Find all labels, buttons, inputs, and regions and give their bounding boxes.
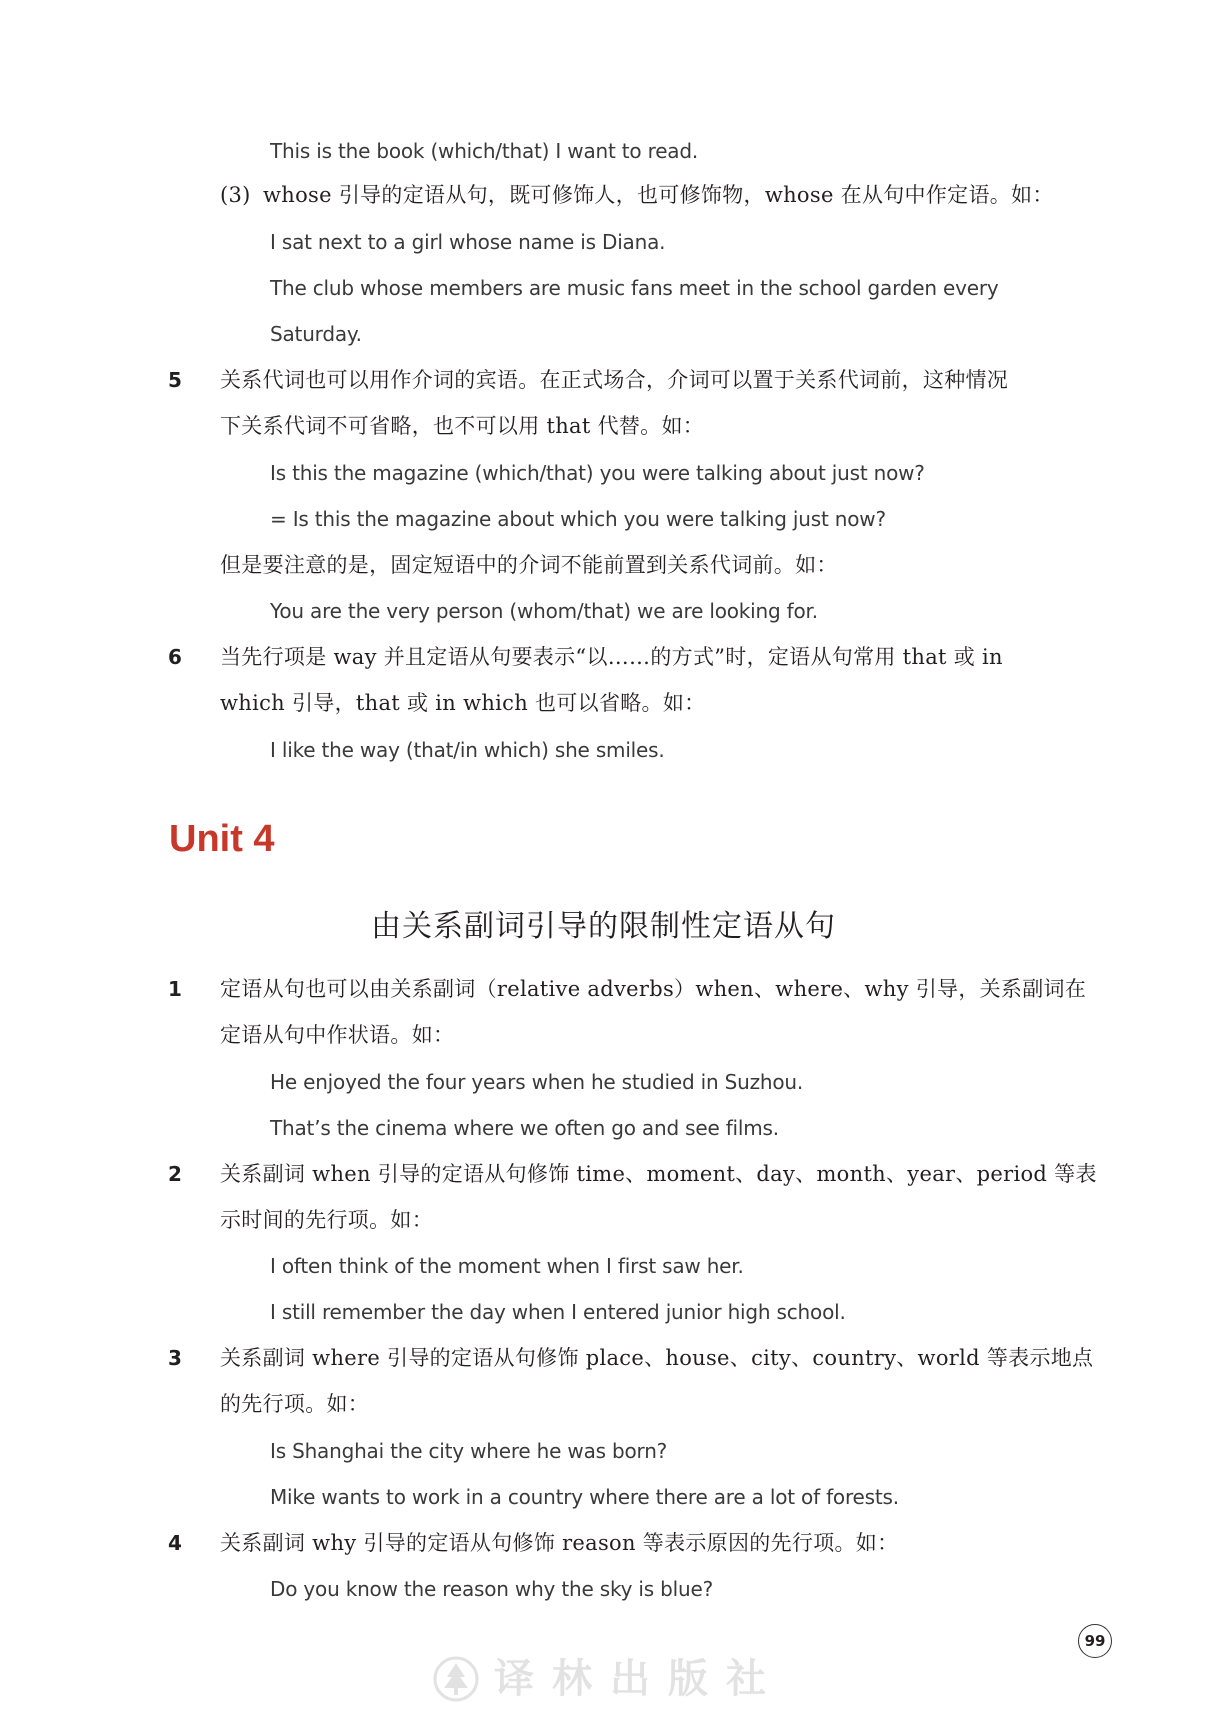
item-3-label: (3) xyxy=(220,183,251,207)
rule-6-text: which 引导，that 或 in which 也可以省略。如： xyxy=(220,691,706,715)
section-title: 由关系副词引导的限制性定语从句 xyxy=(371,909,836,944)
example-sentence: Do you know the reason why the sky is blue? xyxy=(270,1577,713,1601)
tree-logo-icon xyxy=(432,1655,480,1703)
rule-1-number: 1 xyxy=(168,977,182,1001)
example-sentence: The club whose members are music fans meet in the school garden every xyxy=(270,276,999,300)
example-sentence: You are the very person (whom/that) we are looking for. xyxy=(270,599,818,623)
example-sentence: I still remember the day when I entered junior high school. xyxy=(270,1300,846,1324)
example-sentence: I sat next to a girl whose name is Diana. xyxy=(270,230,666,254)
rule-4-number: 4 xyxy=(168,1531,182,1555)
example-sentence: He enjoyed the four years when he studied in Suzhou. xyxy=(270,1070,804,1094)
publisher-name: 译林出版社 xyxy=(494,1655,784,1702)
rule-2-number: 2 xyxy=(168,1162,182,1186)
example-sentence: I like the way (that/in which) she smiles. xyxy=(270,738,665,762)
unit-title: Unit 4 xyxy=(169,818,275,860)
example-sentence: That’s the cinema where we often go and see films. xyxy=(270,1116,779,1140)
rule-3-number: 3 xyxy=(168,1346,182,1370)
rule-3-text: 关系副词 where 引导的定语从句修饰 place、house、city、country、world 等表示地点 xyxy=(220,1346,1094,1370)
rule-6-text: 当先行项是 way 并且定语从句要表示“以……的方式”时，定语从句常用 that 或 in xyxy=(220,645,1003,669)
rule-5-number: 5 xyxy=(168,368,182,392)
page-number: 99 xyxy=(1078,1624,1112,1658)
publisher-watermark xyxy=(432,1652,784,1706)
example-sentence: This is the book (which/that) I want to read. xyxy=(270,139,699,163)
rule-4-text: 关系副词 why 引导的定语从句修饰 reason 等表示原因的先行项。如： xyxy=(220,1531,899,1555)
rule-2-text: 示时间的先行项。如： xyxy=(220,1208,433,1232)
rule-1-text: 定语从句也可以由关系副词（relative adverbs）when、where、why 引导，关系副词在 xyxy=(220,977,1087,1001)
rule-2-text: 关系副词 when 引导的定语从句修饰 time、moment、day、month、year、period 等表 xyxy=(220,1162,1097,1186)
rule-6-number: 6 xyxy=(168,645,182,669)
example-sentence-continuation: Saturday. xyxy=(270,322,362,346)
rule-5-text: 关系代词也可以用作介词的宾语。在正式场合，介词可以置于关系代词前，这种情况 xyxy=(220,368,1009,392)
rule-3-text: 的先行项。如： xyxy=(220,1392,370,1416)
rule-1-text: 定语从句中作状语。如： xyxy=(220,1023,455,1047)
example-sentence: I often think of the moment when I first saw her. xyxy=(270,1254,744,1278)
example-sentence: Is Shanghai the city where he was born? xyxy=(270,1439,668,1463)
example-sentence: Is this the magazine (which/that) you were talking about just now? xyxy=(270,461,925,485)
item-3-text: whose 引导的定语从句，既可修饰人，也可修饰物，whose 在从句中作定语。如： xyxy=(263,183,1054,207)
example-sentence: Mike wants to work in a country where there are a lot of forests. xyxy=(270,1485,899,1509)
rule-5-note: 但是要注意的是，固定短语中的介词不能前置到关系代词前。如： xyxy=(220,553,838,577)
example-sentence: = Is this the magazine about which you were talking just now? xyxy=(270,507,886,531)
rule-5-text: 下关系代词不可省略，也不可以用 that 代替。如： xyxy=(220,414,705,438)
